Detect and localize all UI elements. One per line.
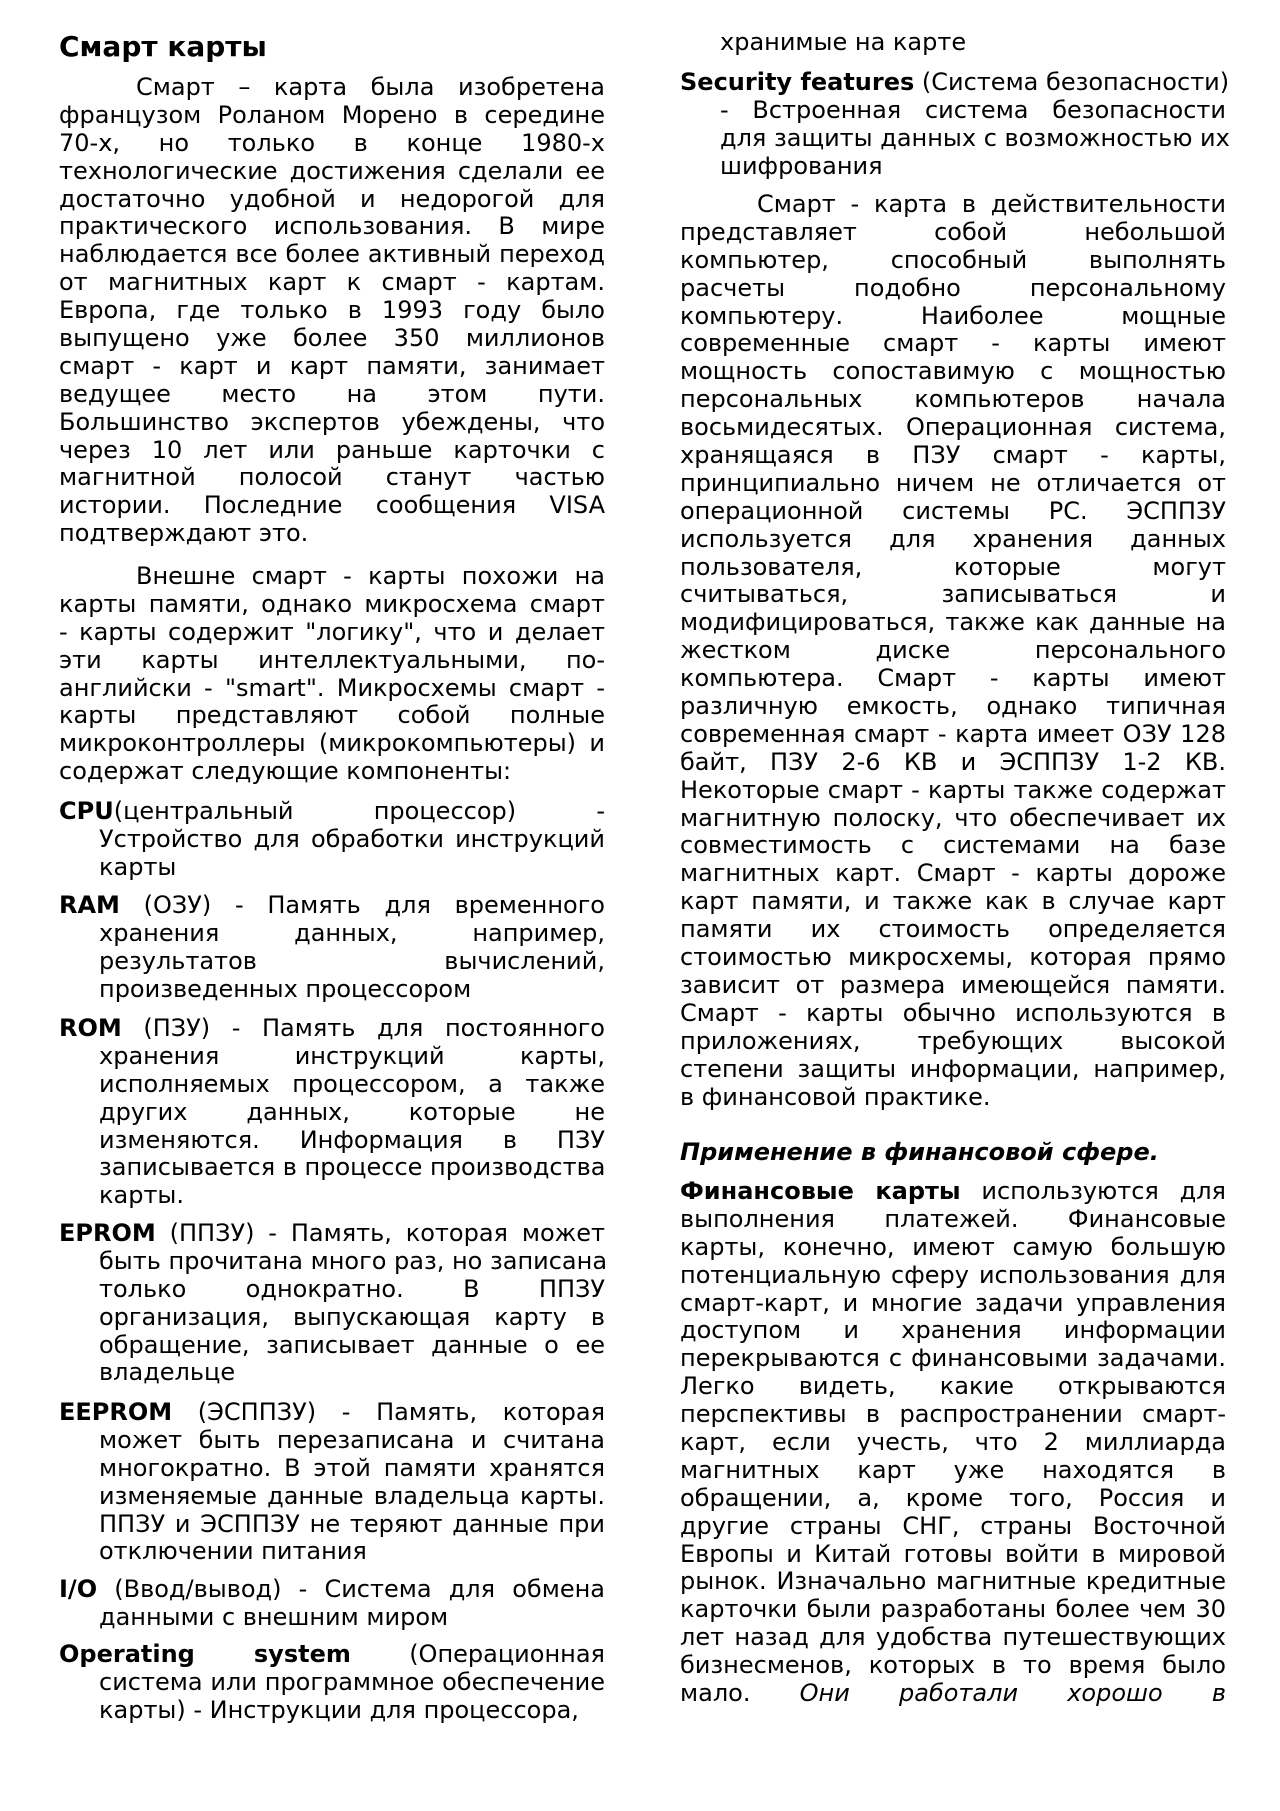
text-line [59,892,605,920]
text-line: бизнесменов, которых в то время было [680,1651,1226,1680]
bold-term: I/O [59,1575,98,1603]
text-line: степени защиты информации, например, [680,1054,1226,1083]
bold-term: Security features [680,68,915,96]
text-line: Легко видеть, какие открываются [680,1372,1226,1401]
text-line: карты, конечно, имеют самую большую [680,1232,1226,1261]
paragraph-finance [680,1178,1226,1708]
text-line [59,1641,605,1669]
paragraph-computer [680,191,1226,1111]
text-line: Устройство для обработки инструкций [99,824,605,853]
text-line: Смарт - карты обычно используются в [680,998,1226,1027]
text-line [59,1576,605,1604]
text-line: совместимость с системами на базе [680,831,1226,860]
text-line [59,798,605,826]
text-line: ведущее место на этом пути. [59,379,605,408]
text-line: приложениях, требующих высокой [680,1026,1226,1055]
text-line: шифрования [720,151,883,180]
text-line: компьютер, способный выполнять [680,245,1226,274]
text-line: карточки были разработаны более чем 30 [680,1595,1226,1624]
text-line: Внешне смарт - карты похожи на [136,562,605,590]
text-line: магнитную полоску, что обеспечивает их [680,803,1226,832]
text-segment: (центральный процессор) - [113,797,605,825]
text-line: истории. Последние сообщения VISA [59,491,605,520]
text-line: результатов вычислений, [99,946,605,975]
text-line: карты. [99,1181,184,1210]
text-line: - карты содержит "логику", что и делает [59,617,605,646]
text-line: расчеты подобно персональному [680,273,1226,302]
text-line: Смарт - карта в действительности [757,190,1226,218]
text-line: от магнитных карт к смарт - картам. [59,268,605,297]
text-line: технологические достижения сделали ее [59,156,605,185]
text-line [680,68,1230,97]
text-line: владельце [99,1358,236,1387]
text-line: жестком диске персонального [680,636,1226,665]
text-line: организация, выпускающая карту в [99,1302,605,1331]
text-line: других данных, которые не [99,1097,605,1126]
paragraph-io [59,1576,605,1632]
text-line: через 10 лет или раньше карточки с [59,435,605,464]
text-line: современная смарт - карта имеет ОЗУ 128 [680,719,1226,748]
text-line: может быть перезаписана и считана [99,1425,605,1454]
bold-term: EEPROM [59,1398,173,1426]
text-line: только однократно. В ППЗУ [99,1274,605,1303]
text-line: магнитной полосой станут частью [59,463,605,492]
text-line: произведенных процессором [99,974,472,1003]
text-line: персональных компьютеров начала [680,385,1226,414]
text-line: операционной системы PC. ЭСППЗУ [680,496,1226,525]
paragraph-ram [59,892,605,1004]
text-segment: (Ввод/вывод) - Система для обмена [97,1575,605,1603]
text-line: микроконтроллеры (микрокомпьютеры) и [59,729,605,758]
italic-text: Они работали хорошо в [799,1679,1226,1708]
text-line: магнитных карт уже находятся в [680,1455,1226,1484]
text-line [59,1220,605,1248]
text-line: - Встроенная система безопасности [720,95,1226,124]
text-line: другие страны СНГ, страны Восточной [680,1511,1226,1540]
text-line: данными с внешним миром [99,1602,449,1631]
bold-term: ROM [59,1014,122,1042]
text-line: Смарт – карта была изобретена [136,73,605,101]
text-line: обращении, а, кроме того, Россия и [680,1483,1226,1512]
text-line: выпущено уже более 350 миллионов [59,324,605,353]
paragraph-outer [59,563,605,786]
text-line: магнитных карт. Смарт - карты дороже [680,859,1226,888]
text-line: пользователя, которые могут [680,552,1226,581]
text-line: содержат следующие компоненты: [59,757,512,786]
text-line: 70-х, но только в конце 1980-х [59,128,605,157]
text-line [59,1399,605,1427]
text-line: принципиально ничем не отличается от [680,468,1226,497]
text-line: восьмидесятых. Операционная система, [680,413,1226,442]
text-segment: (ОЗУ) - Память для временного [119,891,605,919]
text-line: стоимостью микросхемы, которая прямо [680,943,1226,972]
text-segment: (ЭСППЗУ) - Память, которая [172,1398,605,1426]
text-segment: (Операционная [350,1640,605,1668]
bold-term: Финансовые карты [680,1177,961,1205]
text-line: модифицироваться, также как данные на [680,608,1226,637]
paragraph-os-cont [680,29,1226,57]
text-line: записывается в процессе производства [99,1153,606,1182]
text-line: смарт-карт, и многие задачи управления [680,1288,1226,1317]
text-line: достаточно удобной и недорогой для [59,184,605,213]
text-line: потенциальную сферу использования для [680,1260,1226,1289]
bold-term: CPU [59,797,114,825]
text-line: Некоторые смарт - карты также содержат [680,775,1226,804]
text-line [59,1015,605,1043]
text-line: система или программное обеспечение [99,1667,605,1696]
text-line: мощность сопоставимую с мощностью [680,357,1226,386]
left-column [59,0,608,1811]
paragraph-os [59,1641,605,1725]
text-line: в финансовой практике. [680,1082,991,1111]
bold-term: EPROM [59,1219,156,1247]
text-line: английски - "smart". Микросхемы смарт - [59,673,605,702]
text-line: ППЗУ и ЭСППЗУ не теряют данные при [99,1509,605,1538]
text-line: французом Роланом Морено в середине [59,100,605,129]
text-line: зависит от размера имеющейся памяти. [680,970,1226,999]
text-line: практического использования. В мире [59,212,605,241]
text-line: Применение в финансовой сфере. [680,1138,1159,1166]
paragraph-cpu [59,798,605,882]
text-segment: (ППЗУ) - Память, которая может [155,1219,605,1247]
text-line: отключении питания [99,1537,367,1566]
text-line [680,1680,1226,1708]
text-line: хранения инструкций карты, [99,1041,605,1070]
text-line: карты представляют собой полные [59,701,605,730]
text-segment: (ПЗУ) - Память для постоянного [121,1014,605,1042]
text-line: эти карты интеллектуальными, по- [59,645,605,674]
text-line: изменяемые данные владельца карты. [99,1481,605,1510]
text-segment: мало. [680,1679,800,1708]
text-line: исполняемых процессором, а также [99,1069,605,1098]
text-line: наблюдается все более активный переход [59,240,605,269]
text-line: многократно. В этой памяти хранятся [99,1453,605,1482]
paragraph-eeprom [59,1399,605,1566]
text-line: карты) - Инструкции для процессора, [99,1695,579,1724]
bold-term: Operating system [59,1640,351,1668]
page-title [59,30,605,64]
text-line: представляет собой небольшой [680,217,1226,246]
text-segment: используются для [960,1177,1226,1205]
text-line: изменяются. Информация в ПЗУ [99,1125,605,1154]
text-line: компьютера. Смарт - карты имеют [680,664,1226,693]
section-heading [680,1138,1226,1166]
text-line: подтверждают это. [59,519,309,548]
text-line: различную емкость, однако типичная [680,692,1226,721]
text-line: современные смарт - карты имеют [680,329,1226,358]
text-line: быть прочитана много раз, но записана [99,1246,608,1275]
text-line: карт, если учесть, что 2 миллиарда [680,1428,1226,1457]
text-line: компьютеру. Наиболее мощные [680,301,1226,330]
text-line: лет назад для удобства путешествующих [680,1623,1226,1652]
text-line: рынок. Изначально магнитные кредитные [680,1567,1226,1596]
text-line: для защиты данных с возможностью их [720,123,1230,152]
right-column [680,0,1230,1811]
paragraph-intro [59,74,605,548]
paragraph-rom [59,1015,605,1210]
text-line: перспективы в распространении смарт- [680,1400,1226,1429]
text-line: хранящаяся в ПЗУ смарт - карты, [680,441,1226,470]
text-line: Большинство экспертов убеждены, что [59,407,605,436]
text-line [680,1178,1226,1206]
paragraph-eprom [59,1219,608,1387]
text-line: хранимые на карте [720,28,967,56]
text-line: Европы и Китай готовы войти в мировой [680,1539,1226,1568]
text-line: Европа, где только в 1993 году было [59,296,605,325]
text-line: доступом и хранения информации [680,1316,1226,1345]
paragraph-security [680,68,1230,181]
text-line: обращение, записывает данные о ее [99,1330,605,1359]
text-line: считываться, записываться и [680,580,1226,609]
text-line: карт памяти, и также как в случае карт [680,887,1226,916]
text-line: памяти их стоимость определяется [680,915,1226,944]
text-line: смарт - карт и карт памяти, занимает [59,351,605,380]
bold-term: RAM [59,891,120,919]
text-line: выполнения платежей. Финансовые [680,1204,1226,1233]
text-line: перекрываются с финансовыми задачами. [680,1344,1226,1373]
text-line: карты памяти, однако микросхема смарт [59,589,605,618]
text-segment: (Система безопасности) [914,68,1230,96]
text-line: Смарт карты [59,30,267,63]
text-line: используется для хранения данных [680,524,1226,553]
text-line: байт, ПЗУ 2-6 КВ и ЭСППЗУ 1-2 КВ. [680,747,1226,776]
text-line: хранения данных, например, [99,918,605,947]
text-line: карты [99,852,177,881]
